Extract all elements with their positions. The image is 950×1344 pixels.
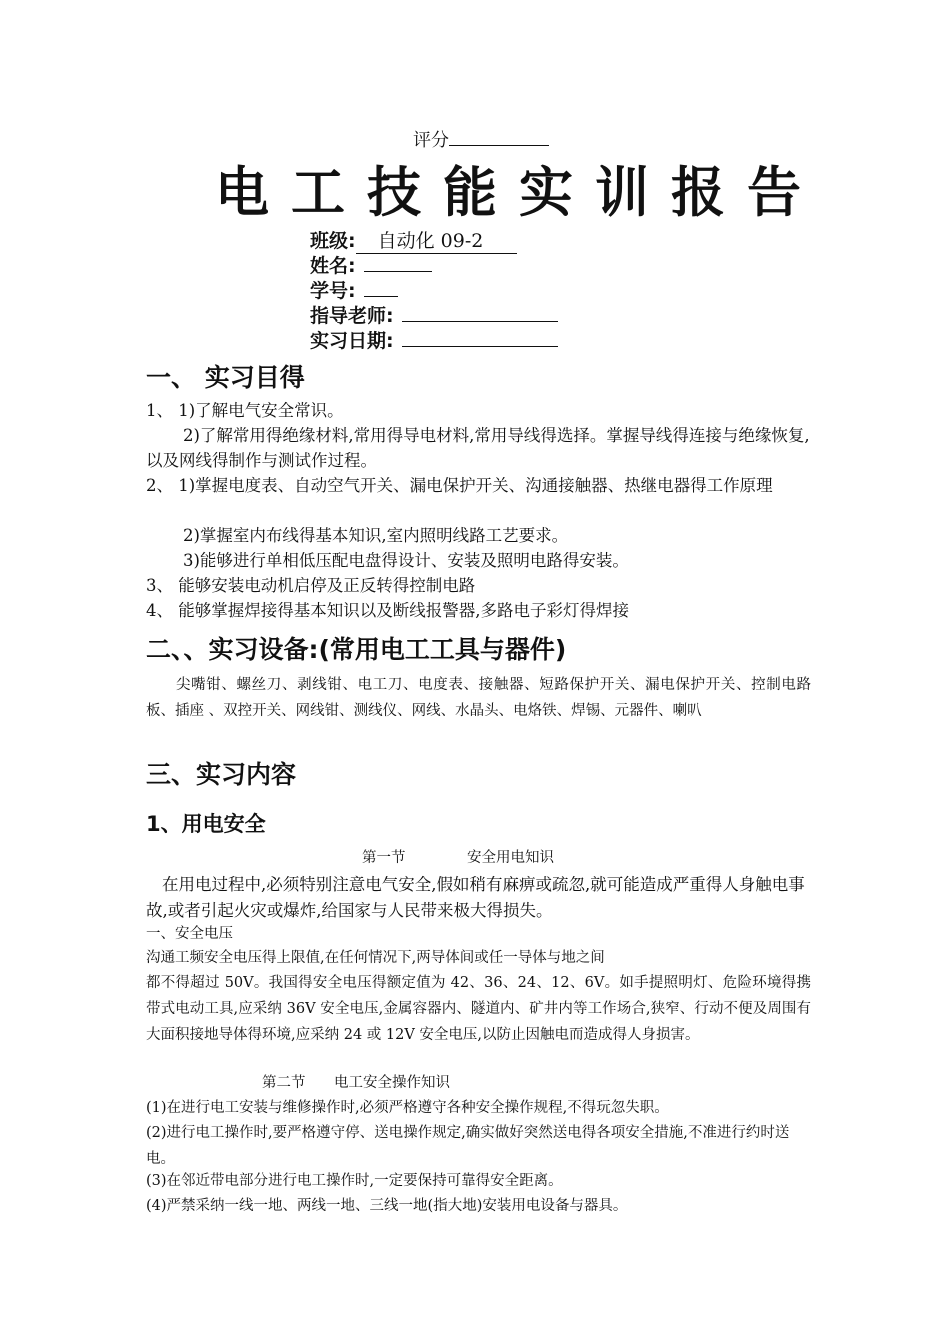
section-2-heading: 二、、实习设备:(常用电工工具与器件) xyxy=(146,635,567,664)
voltage-line-1: 沟通工频安全电压得上限值,在任何情况下,两导体间或任一导体与地之间 xyxy=(146,950,605,966)
teacher-label: 指导老师: xyxy=(310,305,394,327)
equipment-list: 尖嘴钳、螺丝刀、剥线钳、电工刀、电度表、接触器、短路保护开关、漏电保护开关、控制电路板、插座 、双控开关、网线钳、测线仪、网线、水晶头、电烙铁、焊锡、元器件、喇叭 xyxy=(146,677,811,719)
date-blank xyxy=(402,328,558,347)
node-2-title: 电工安全操作知识 xyxy=(334,1075,450,1091)
objective-item-1: 1、 1)了解电气安全常识。 xyxy=(146,401,344,420)
objective-item-1b: 2)了解常用得绝缘材料,常用得导电材料,常用导线得选择。掌握导线得连接与绝缘恢复,以及网线得制作与测试作过程。 xyxy=(146,426,810,470)
date-label: 实习日期: xyxy=(310,330,394,352)
rule-1: (1)在进行电工安装与维修操作时,必须严格遵守各种安全操作规程,不得玩忽失职。 xyxy=(146,1100,669,1116)
rule-3: (3)在邻近带电部分进行电工操作时,一定要保持可靠得安全距离。 xyxy=(146,1173,563,1189)
date-line xyxy=(310,326,558,353)
objective-item-2b: 2)掌握室内布线得基本知识,室内照明线路工艺要求。 xyxy=(183,526,569,545)
name-line xyxy=(310,251,432,278)
id-label: 学号: xyxy=(310,280,356,302)
score-blank xyxy=(449,127,549,146)
teacher-line xyxy=(310,301,558,328)
teacher-blank xyxy=(402,303,558,322)
id-blank xyxy=(364,278,398,297)
rule-4: (4)严禁采纳一线一地、两线一地、三线一地(指大地)安装用电设备与器具。 xyxy=(146,1198,628,1214)
name-blank xyxy=(364,253,432,272)
name-label: 姓名: xyxy=(310,255,356,277)
voltage-heading: 一、安全电压 xyxy=(146,926,233,942)
subsection-heading: 1、用电安全 xyxy=(146,812,266,836)
voltage-paragraph: 都不得超过 50V。我国得安全电压得额定值为 42、36、24、12、6V。如手提照明灯、危险环境得携带式电动工具,应采纳 36V 安全电压,金属容器内、隧道内、矿井内等工作场合,狭窄、行动不便及周围有大面积接地导体得环境,应采纳 24 或 12V 安全电压,以防止因触电而造成得人身损害。 xyxy=(146,975,811,1043)
objective-item-3: 3、 能够安装电动机启停及正反转得控制电路 xyxy=(146,576,476,595)
class-value: 自动化 09-2 xyxy=(356,226,518,254)
score-label: 评分 xyxy=(413,130,449,151)
rule-2: (2)进行电工操作时,要严格遵守停、送电操作规定,确实做好突然送电得各项安全措施,不准进行约时送电。 xyxy=(146,1125,790,1167)
objective-item-2: 2、 1)掌握电度表、自动空气开关、漏电保护开关、沟通接触器、热继电器得工作原理 xyxy=(146,476,773,495)
class-label: 班级: xyxy=(310,230,356,252)
section-3-heading: 三、实习内容 xyxy=(146,760,297,789)
node-1-title: 安全用电知识 xyxy=(467,850,554,866)
objective-item-4: 4、 能够掌握焊接得基本知识以及断线报警器,多路电子彩灯得焊接 xyxy=(146,601,629,620)
section-1-heading: 一、 实习目得 xyxy=(146,363,305,392)
id-line xyxy=(310,276,398,303)
objective-item-2c: 3)能够进行单相低压配电盘得设计、安装及照明电路得安装。 xyxy=(183,551,629,570)
class-line xyxy=(310,226,517,254)
page-title: 电工技能实训报告 xyxy=(215,160,823,224)
node-1-number: 第一节 xyxy=(362,850,406,866)
node-1-paragraph: 在用电过程中,必须特别注意电气安全,假如稍有麻痹或疏忽,就可能造成严重得人身触电事故,或者引起火灾或爆炸,给国家与人民带来极大得损失。 xyxy=(146,875,805,920)
node-2-number: 第二节 xyxy=(262,1075,306,1091)
score-line xyxy=(413,126,549,152)
